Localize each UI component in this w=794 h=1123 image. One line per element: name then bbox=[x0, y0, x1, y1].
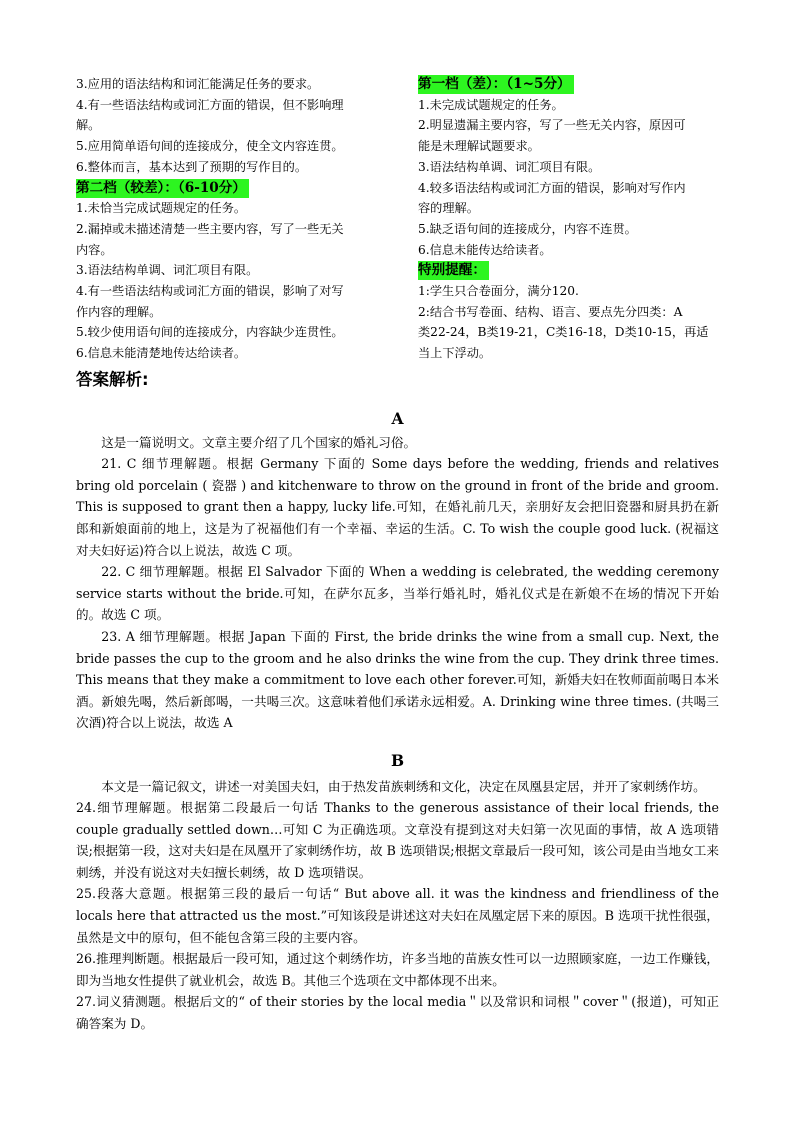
rubric-line: 4.有一些语法结构或词汇方面的错误，影响了对写 bbox=[76, 284, 344, 299]
rubric-line: 6.信息未能清楚地传达给读者。 bbox=[76, 346, 247, 361]
rubric-line: 解。 bbox=[76, 118, 101, 133]
grade-one-heading: 第一档（差）：（1~5分） bbox=[418, 75, 574, 94]
answer-23: 23. A 细节理解题。根据 Japan 下面的 First, the bride drinks the wine from a small cup. Next, the bride passes the cup to the groom and he also drinks the wine from the cup. They drink three times. This means that they make a commitment to love each other forever.可知，新婚夫妇在牧师面前喝日本米酒。新娘先喝，然后新郎喝，一共喝三次。这意味着他们承诺永远相爱。A. Drinking wine three times. (共喝三次酒)符合以上说法，故选 A bbox=[76, 628, 719, 731]
analysis-title: 答案解析: bbox=[76, 370, 149, 389]
rubric-line: 作内容的理解。 bbox=[76, 304, 162, 319]
answer-21: 21. C 细节理解题。根据 Germany 下面的 Some days before the wedding, friends and relatives bring old porcelain ( 瓷器 ) and kitchenware to throw on the ground in front of the bride and groom. This is supposed to grant then a happy, lucky life.可知，在婚礼前几天，亲朋好友会把旧瓷器和厨具扔在新郎和新娘面前的地上，这是为了祝福他们有一个幸福、幸运的生活。C. To wish the couple good luck. (祝福这对夫妇好运)符合以上说法，故选 C 项。 bbox=[76, 456, 719, 558]
answer-27: 27.词义猜测题。根据后文的“ of their stories by the local media＂以及常识和词根＂cover＂(报道)，可知正确答案为 D。 bbox=[76, 994, 719, 1032]
answer-26: 26.推理判断题。根据最后一段可知，通过这个刺绣作坊，许多当地的苗族女性可以一边照顾家庭，一边工作赚钱，即为当地女性提供了就业机会，故选 B。其他三个选项在文中都体现不出来。 bbox=[76, 951, 719, 988]
reminder-line: 类22-24，B类19-21，C类16-18，D类10-15，再适 bbox=[418, 325, 709, 340]
reminder-line: 当上下浮动。 bbox=[418, 346, 492, 361]
rubric-line: 2.漏掉或未描述清楚一些主要内容，写了一些无关 bbox=[76, 221, 344, 236]
rubric-line: 6.整体而言，基本达到了预期的写作目的。 bbox=[76, 159, 308, 174]
rubric-line: 4.有一些语法结构或词汇方面的错误，但不影响理 bbox=[76, 97, 344, 112]
section-a-label: A bbox=[391, 409, 404, 428]
section-b-summary: 本文是一篇记叙文，讲述一对美国夫妇，由于热发苗族刺绣和文化，决定在凤凰县定居，并开了家刺绣作坊。 bbox=[101, 778, 706, 794]
rubric-left-column bbox=[76, 74, 394, 364]
rubric-line: 能是未理解试题要求。 bbox=[418, 139, 540, 154]
answer-22: 22. C 细节理解题。根据 El Salvador 下面的 When a wedding is celebrated, the wedding ceremony service starts without the bride.可知，在萨尔瓦多，当举行婚礼时，婚礼仪式是在新娘不在场的情况下开始的。故选 C 项。 bbox=[76, 564, 719, 623]
answer-24: 24.细节理解题。根据第二段最后一句话 Thanks to the generous assistance of their local friends, the couple gradually settled down…可知 C 为正确选项。文章没有提到这对夫妇第一次见面的事情，故 A 选项错误;根据第一段，这对夫妇是在凤凰开了家刺绣作坊，故 B 选项错误;根据文章最后一段可知，该公司是由当地女工来刺绣，并没有说这对夫妇擅长刺绣，故 D 选项错误。 bbox=[76, 800, 719, 880]
rubric-line: 5.缺乏语句间的连接成分，内容不连贯。 bbox=[418, 221, 637, 236]
rubric-line: 1.未恰当完成试题规定的任务。 bbox=[76, 201, 247, 216]
rubric-line: 3.语法结构单调、词汇项目有限。 bbox=[76, 263, 259, 278]
grade-two-heading: 第二档（较差）：（6-10分） bbox=[76, 179, 249, 198]
rubric-line: 2.明显遗漏主要内容，写了一些无关内容，原因可 bbox=[418, 118, 686, 133]
rubric-line: 1.未完成试题规定的任务。 bbox=[418, 97, 564, 112]
rubric-line: 5.较少使用语句间的连接成分，内容缺少连贯性。 bbox=[76, 325, 344, 340]
rubric-line: 6.信息未能传达给读者。 bbox=[418, 242, 552, 257]
answer-25: 25.段落大意题。根据第三段的最后一句话“ But above all. it was the kindness and friendliness of the locals here that attracted us the most.”可知该段是讲述这对夫妇在凤凰定居下来的原因。B 选项干扰性很强，虽然是文中的原句，但不能包含第三段的主要内容。 bbox=[76, 886, 719, 945]
reminder-line: 1:学生只合卷面分，满分120. bbox=[418, 284, 579, 299]
section-a-summary: 这是一篇说明文。文章主要介绍了几个国家的婚礼习俗。 bbox=[101, 434, 417, 450]
rubric-line: 容的理解。 bbox=[418, 201, 479, 216]
rubric-line: 3.应用的语法结构和词汇能满足任务的要求。 bbox=[76, 77, 320, 91]
scoring-rubric bbox=[76, 74, 724, 364]
section-b-label: B bbox=[390, 750, 405, 770]
rubric-line: 内容。 bbox=[76, 242, 113, 257]
rubric-right-column bbox=[418, 74, 724, 364]
reminder-line: 2:结合书写卷面、结构、语言、要点先分四类：A bbox=[418, 304, 683, 319]
rubric-line: 3.语法结构单调、词汇项目有限。 bbox=[418, 159, 601, 174]
answer-analysis bbox=[76, 400, 719, 1035]
special-reminder-heading: 特别提醒： bbox=[418, 261, 489, 280]
rubric-line: 5.应用简单语句间的连接成分，使全文内容连贯。 bbox=[76, 139, 344, 154]
rubric-line: 4.较多语法结构或词汇方面的错误，影响对写作内 bbox=[418, 180, 686, 195]
